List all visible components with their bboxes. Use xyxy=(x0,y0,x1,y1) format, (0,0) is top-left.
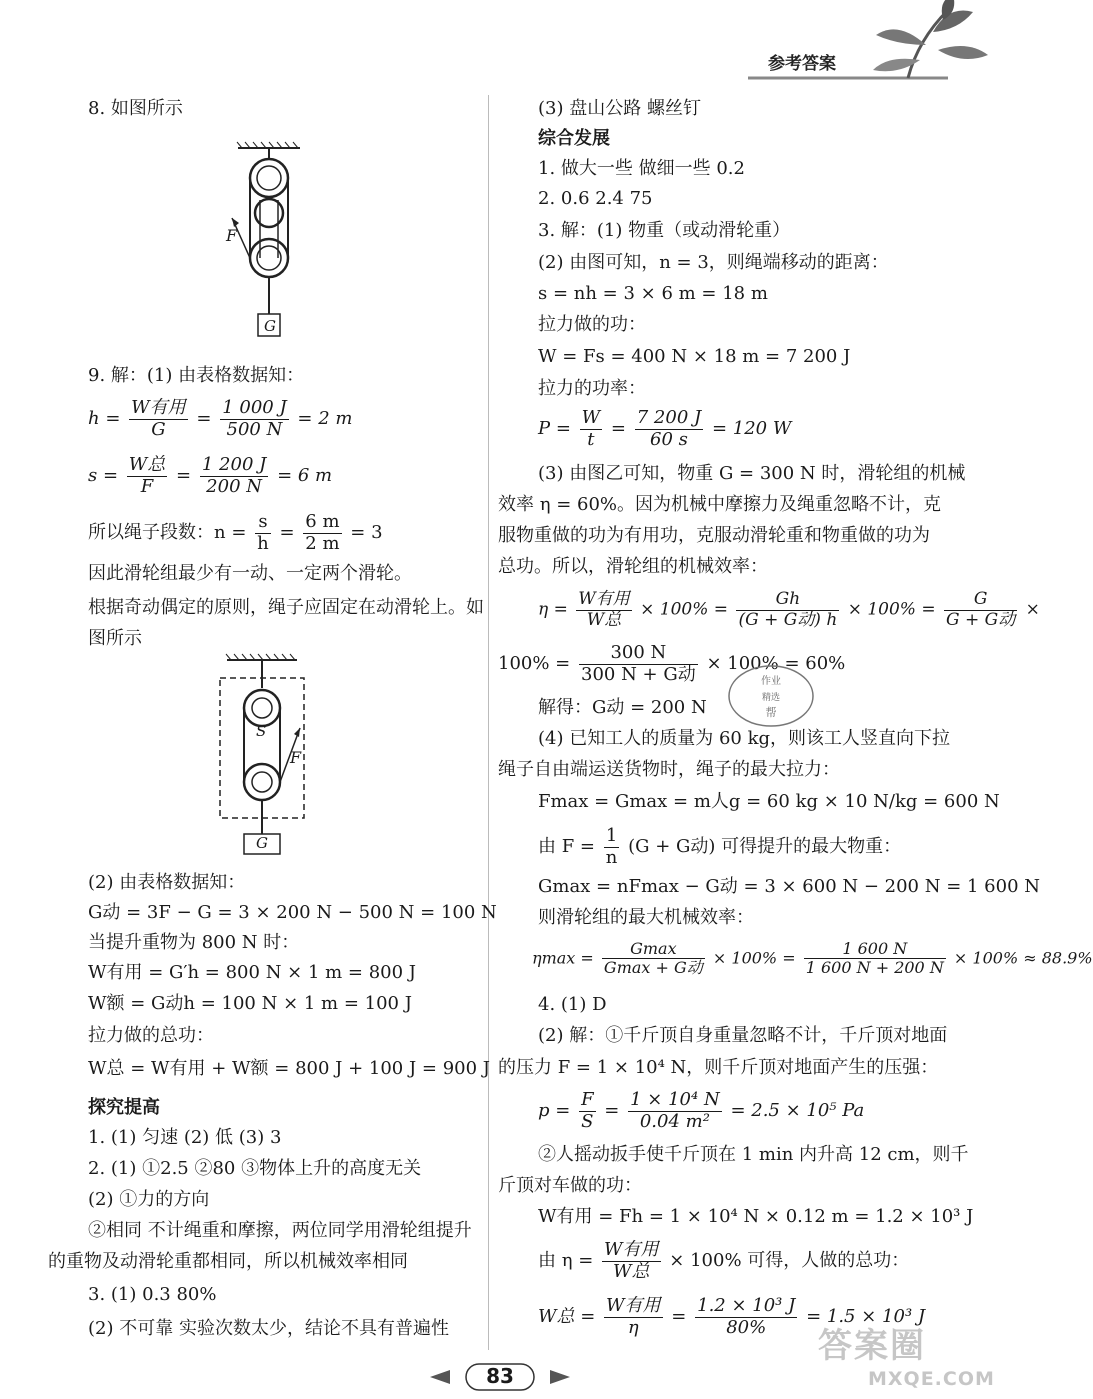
eq-P: P = $\frac{W}{t}$ = $\frac{7 200 J}{60 s}$ = 120 W xyxy=(538,407,792,450)
r1: (3) 盘山公路 螺丝钉 xyxy=(538,98,701,119)
p4: 拉力做的总功： xyxy=(88,1025,214,1046)
z3b: (2) 由图可知，n = 3，则绳端移动的距离： xyxy=(538,252,889,273)
q9-text: 9. 解：(1) 由表格数据知： xyxy=(88,365,305,386)
t1: 1. (1) 匀速 (2) 低 (3) 3 xyxy=(88,1127,282,1148)
section-tanjiu: 探究提高 xyxy=(88,1097,160,1118)
fig2-s-label: S xyxy=(256,722,267,740)
watermark-url: MXQE.COM xyxy=(868,1368,995,1390)
q4f: W有用 = Fh = 1 × 10⁴ N × 0.12 m = 1.2 × 10³ J xyxy=(538,1206,974,1227)
z3d: 拉力做的功： xyxy=(538,314,646,335)
z3: 3. 解：(1) 物重（或动滑轮重） xyxy=(538,220,791,241)
stamp-line2: 精选 xyxy=(761,693,781,703)
z2: 2. 0.6 2.4 75 xyxy=(538,188,653,209)
z1: 1. 做大一些 做细一些 0.2 xyxy=(538,158,745,179)
eq-n: 所以绳子段数：n = $\frac{s}{h}$ = $\frac{6 m}{2 m}$ = 3 xyxy=(88,511,383,554)
t3: 3. (1) 0.3 80% xyxy=(88,1284,217,1305)
p1: 因此滑轮组最少有一动、一定两个滑轮。 xyxy=(88,563,412,584)
q4b: (2) 解：①千斤顶自身重量忽略不计，千斤顶对地面 xyxy=(538,1025,948,1046)
stamp-image xyxy=(725,660,817,732)
q4d: ②人摇动扳手使千斤顶在 1 min 内升高 12 cm，则千 xyxy=(538,1144,969,1165)
stamp-line3: 帮 xyxy=(765,706,777,719)
t2d: 的重物及动滑轮重都相同，所以机械效率相同 xyxy=(48,1251,408,1272)
z3i: 服物重做的功为有用功，克服动滑轮重和物重做的功为 xyxy=(498,525,930,546)
z4b: 绳子自由端运送货物时，绳子的最大拉力： xyxy=(498,759,840,780)
t3b: (2) 不可靠 实验次数太少，结论不具有普遍性 xyxy=(88,1318,449,1339)
t2: 2. (1) ①2.5 ②80 ③物体上升的高度无关 xyxy=(88,1158,422,1179)
eq-h: h = $\frac{\text{W有用}}{G}$ = $\frac{1 000 J}{500 N}$ = 2 m xyxy=(88,397,353,440)
eq-wy: W有用 = G′h = 800 N × 1 m = 800 J xyxy=(88,962,417,983)
page-number: 83 xyxy=(486,1364,514,1388)
stamp-line1: 作业 xyxy=(761,676,781,687)
fig1-weight-label: G xyxy=(264,317,276,335)
eq-we: W额 = G动h = 100 N × 1 m = 100 J xyxy=(88,993,412,1014)
section-zonghe: 综合发展 xyxy=(538,128,610,149)
eq-yield: 由 η = $\frac{\text{W有用}}{\text{W总}}$ × 100% 可得，人做的总功： xyxy=(538,1239,910,1282)
column-divider xyxy=(488,95,489,1350)
z3f: 拉力的功率： xyxy=(538,378,646,399)
eq-eta2: 100% = $\frac{300 N}{\text{300 N + G动}}$ × 100% = 60% xyxy=(498,642,846,685)
t2c: ②相同 不计绳重和摩擦，两位同学用滑轮组提升 xyxy=(88,1220,472,1241)
z3g: (3) 由图乙可知，物重 G = 300 N 时，滑轮组的机械 xyxy=(538,463,966,484)
eq-wz: W总 = W有用 + W额 = 800 J + 100 J = 900 J xyxy=(88,1058,491,1079)
z4c: Fmax = Gmax = m人g = 60 kg × 10 N/kg = 600 N xyxy=(538,791,1000,812)
z3c: s = nh = 3 × 6 m = 18 m xyxy=(538,283,768,304)
z4e: 则滑轮组的最大机械效率： xyxy=(538,907,754,928)
fig2-force-label: F xyxy=(290,748,302,767)
q8-text: 8. 如图所示 xyxy=(88,98,183,119)
q4c: 的压力 F = 1 × 10⁴ N，则千斤顶对地面产生的压强： xyxy=(498,1057,939,1078)
z3e: W = Fs = 400 N × 18 m = 7 200 J xyxy=(538,346,851,367)
p2b: 图所示 xyxy=(88,628,142,649)
header-label: 参考答案 xyxy=(768,54,836,74)
z3j: 总功。所以，滑轮组的机械效率： xyxy=(498,556,768,577)
watermark-text: 答案圈 xyxy=(818,1326,926,1366)
eq-wtotal: W总 = $\frac{\text{W有用}}{\eta}$ = $\frac{\text{1.2 × 10³ J}}{80\%}$ = 1.5 × 10³ J xyxy=(538,1295,926,1338)
z3k: 解得：G动 = 200 N xyxy=(538,697,707,718)
fig2-weight-label: G xyxy=(256,834,268,852)
t2b: (2) ①力的方向 xyxy=(88,1189,210,1210)
z4d: Gmax = nFmax − G动 = 3 × 600 N − 200 N = 1 600 N xyxy=(538,876,1041,897)
eq-eta: η = $\frac{\text{W有用}}{\text{W总}}$ × 100% = $\frac{Gh}{\text{(G + G动) h}}$ × 100% = $\frac{G}{\text{G + G动}}$ × xyxy=(538,589,1040,630)
z4a: (4) 已知工人的质量为 60 kg，则该工人竖直向下拉 xyxy=(538,728,950,749)
fig1-force-label: F xyxy=(226,226,238,245)
eq-s: s = $\frac{\text{W总}}{F}$ = $\frac{1 200 J}{200 N}$ = 6 m xyxy=(88,454,333,497)
q4: 4. (1) D xyxy=(538,994,607,1015)
p2a: 根据奇动偶定的原则，绳子应固定在动滑轮上。如 xyxy=(88,597,484,618)
p3: 当提升重物为 800 N 时： xyxy=(88,932,300,953)
q4e: 斤顶对车做的功： xyxy=(498,1175,642,1196)
eq-F: 由 F = $\frac{1}{n}$ (G + G动) 可得提升的最大物重： xyxy=(538,825,902,868)
eq-etamax: ηmax = $\frac{Gmax}{\text{Gmax + G动}}$ × 100% = $\frac{1 600 N}{1 600 N + 200 N}$ × 100% ≈ 88.9% xyxy=(532,939,1093,978)
eq-gd: G动 = 3F − G = 3 × 200 N − 500 N = 100 N xyxy=(88,902,497,923)
q9-2: (2) 由表格数据知： xyxy=(88,872,246,893)
eq-p: p = $\frac{F}{S}$ = $\frac{\text{1 × 10⁴ N}}{\text{0.04 m²}}$ = 2.5 × 10⁵ Pa xyxy=(538,1089,865,1132)
z3h: 效率 η = 60%。因为机械中摩擦力及绳重忽略不计，克 xyxy=(498,494,942,515)
